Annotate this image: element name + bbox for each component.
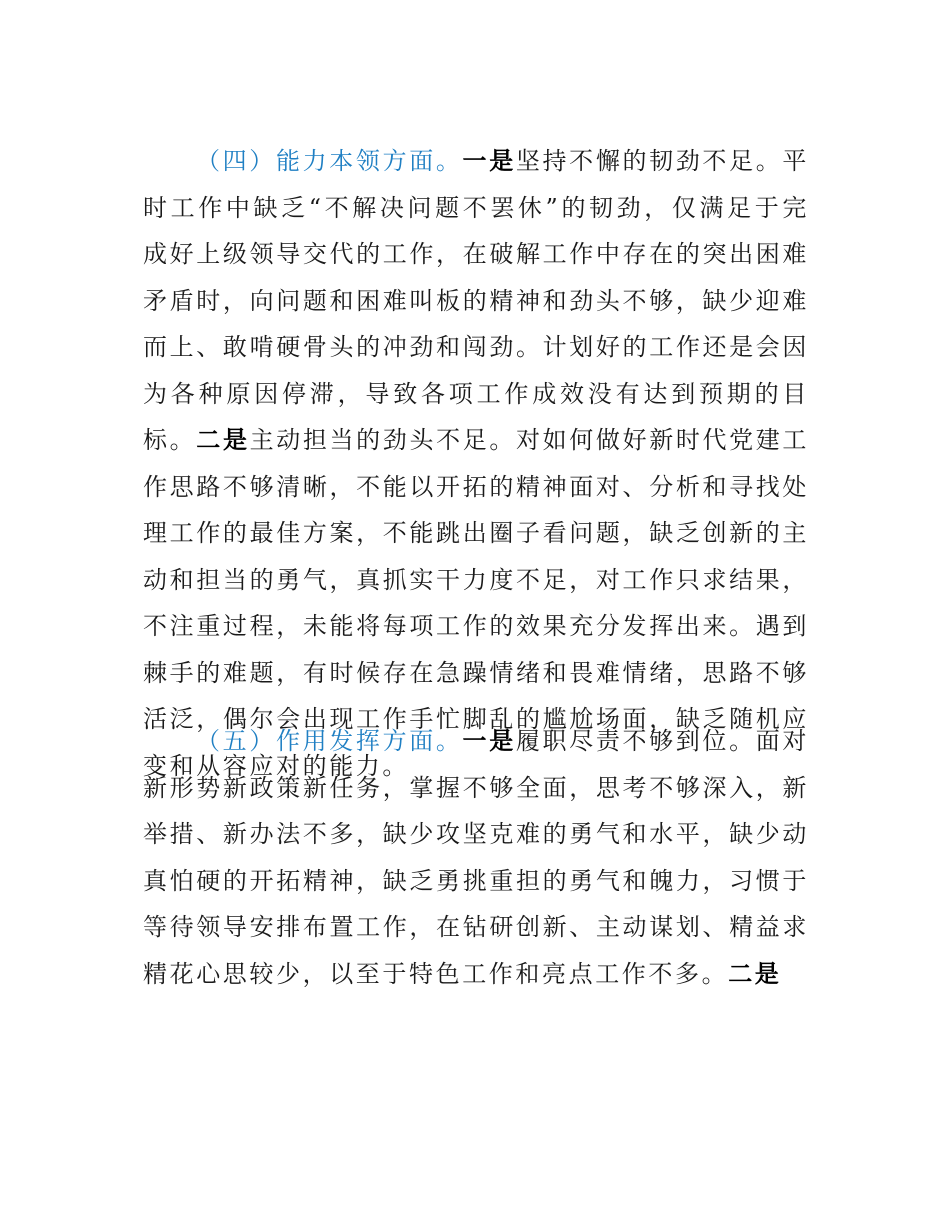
point-text-second: 主动担当的劲头不足。对如何做好新时代党建工作思路不够清晰，不能以开拓的精神面对、分析和寻找处理工作的最佳方案，不能跳出圈子看问题，缺乏创新的主动和担当的勇气，真抓实干力度不足，对工作只求结果，不注重过程，未能将每项工作的效果充分发挥出来。遇到棘手的难题，有时候存在急躁情绪和畏难情绪，思路不够活泛，偶尔会出现工作手忙脚乱的尴尬场面，缺乏随机应变和从容应对的能力。 <box>143 426 810 780</box>
section-heading-role: （五）作用发挥方面。 <box>196 727 463 755</box>
point-lead-second: 二是 <box>196 425 250 454</box>
point-lead-second: 二是 <box>728 958 782 988</box>
point-lead-first: 一是 <box>462 726 516 755</box>
paragraph-role <box>143 718 809 997</box>
point-text-first: 履职尽责不够到位。面对新形势新政策新任务，掌握不够全面，思考不够深入，新举措、新办法不多，缺少攻坚克难的勇气和水平，缺少动真怕硬的开拓精神，缺乏勇挑重担的勇气和魄力，习惯于等待领导安排布置工作，在钻研创新、主动谋划、精益求精花心思较少，以至于特色工作和亮点工作不多。 <box>143 727 809 988</box>
section-heading-ability: （四）能力本领方面。 <box>196 147 463 175</box>
point-text-first: 坚持不懈的韧劲不足。平时工作中缺乏“不解决问题不罢休”的韧劲，仅满足于完成好上级领导交代的工作，在破解工作中存在的突出困难矛盾时，向问题和困难叫板的精神和劲头不够，缺少迎难而上、敢啃硬骨头的冲劲和闯劲。计划好的工作还是会因为各种原因停滞，导致各项工作成效没有达到预期的目标。 <box>143 147 809 454</box>
point-lead-first: 一是 <box>462 146 516 175</box>
paragraph-ability <box>143 138 809 789</box>
